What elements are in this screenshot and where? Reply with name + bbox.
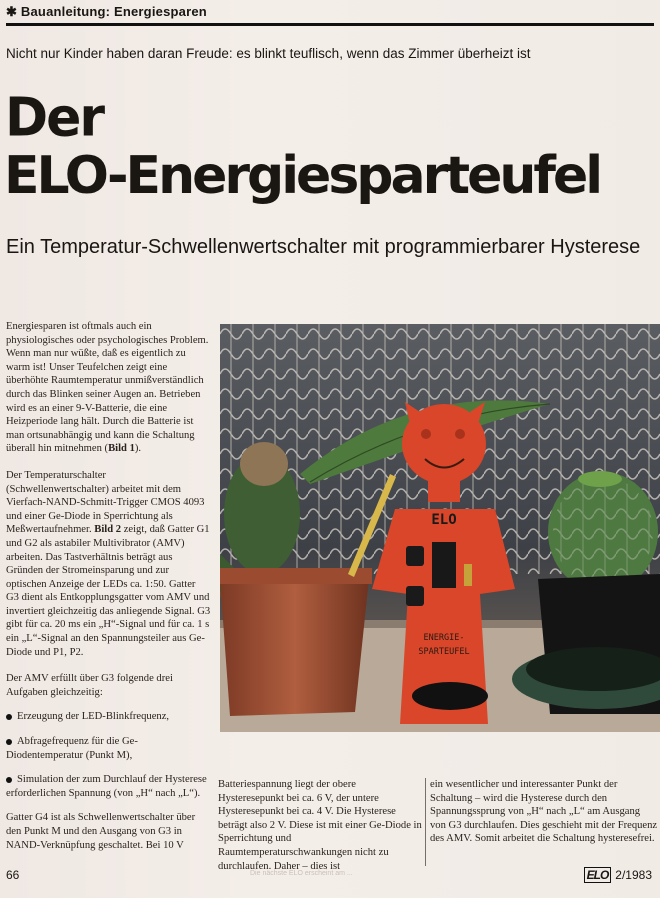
bullet-item: Simulation der zum Durchlauf der Hysterese erforderlichen Spannung (von „H“ nach „L“). bbox=[6, 774, 207, 799]
page-number: 66 bbox=[6, 868, 20, 882]
article-subtitle: Nicht nur Kinder haben daran Freude: es blinkt teuflisch, wenn das Zimmer überheizt ist bbox=[6, 46, 531, 61]
paragraph-intro: Energiesparen ist oftmals auch ein physiologisches oder psychologisches Problem. Wenn man nur wüßte, daß es eigentlich zu warm ist! Unser Teufelchen zeigt eine überhöhte Raumtemperatur unmißverständlich durch das Blinken seiner Augen an. Betrieben wird es an einer 9-V-Batterie, die eine Heizperiode lang hält. Durch die Batterie ist man ortsunabhängig und kann die Schaltung überall hin mitnehmen (Bild 1). bbox=[6, 321, 209, 455]
headline-line-2: ELO-Energiesparteufel bbox=[4, 146, 601, 206]
column-divider bbox=[425, 778, 426, 866]
devil-text-2: SPARTEUFEL bbox=[418, 647, 470, 657]
text-column-3: ein wesentlicher und interessanter Punkt der Schaltung – wird die Hysterese durch den Spannungssprung von „H“ nach „L“ am Ausgang von G3 durchlaufen. Dies geschieht mit der Frequenz des AMV. Somit arbeitet die Schaltung hysteresefrei. bbox=[430, 779, 658, 845]
article-deck: Ein Temperatur-Schwellenwertschalter mit programmierbarer Hysterese bbox=[6, 236, 641, 258]
bullet-icon bbox=[6, 714, 12, 720]
elo-logo: ELO bbox=[584, 867, 612, 883]
header-rule bbox=[6, 23, 654, 26]
figure-reference: Bild 2 bbox=[94, 524, 122, 536]
bullet-item: Abfragefrequenz für die Ge-Diodentemperatur (Punkt M), bbox=[6, 736, 138, 761]
text-column-2: Batteriespannung liegt der obere Hysteresepunkt bei ca. 6 V, der untere Hysteresepunkt bei ca. 4 V. Die Hysterese beträgt also 2 V. Diese ist mit einer Ge-Diode in Sperrichtung und Raumtemperaturschwankungen nicht zu durchlaufen. Daher – dies ist bbox=[218, 779, 422, 872]
issue-number: 2/1983 bbox=[615, 868, 652, 882]
bullet-item: Erzeugung der LED-Blinkfrequenz, bbox=[6, 710, 211, 724]
bullet-icon bbox=[6, 777, 12, 783]
bullet-icon bbox=[6, 739, 12, 745]
footer-faint-text: Die nächste ELO erscheint am ... bbox=[250, 870, 353, 877]
photo-illustration bbox=[220, 324, 660, 732]
issue-info bbox=[584, 868, 652, 882]
headline-line-1: Der bbox=[5, 87, 104, 149]
devil-label: ELO bbox=[431, 512, 457, 528]
text-column-1 bbox=[6, 320, 211, 865]
product-photo bbox=[220, 324, 660, 732]
paragraph-circuit: Der Temperaturschalter (Schwellenwertschalter) arbeitet mit dem Vierfach-NAND-Schmitt-Trigger CMOS 4093 und einer Ge-Diode in Sperrichtung als Meßwertaufnehmer. Bild 2 zeigt, daß Gatter G1 und G2 als astabiler Multivibrator (AMV) arbeiten. Das Tastverhältnis beträgt aus Gründen der Stromeinsparung und zur optischen Anzeige der LEDs ca. 1:50. Gatter G3 dient als Entkopplungsgatter vom AMV und invertiert gleichzeitig das anliegende Signal. G3 gibt für ca. 20 ms ein „H“-Signal und für ca. 1 s ein „L“-Signal an den Spannungsteiler aus Ge-Diode und P1, P2. bbox=[6, 469, 211, 658]
paragraph-tasks: Der AMV erfüllt über G3 folgende drei Aufgaben gleichzeitig: bbox=[6, 673, 173, 698]
figure-reference: Bild 1 bbox=[108, 443, 135, 455]
paragraph-threshold: Gatter G4 ist als Schwellenwertschalter über den Punkt M und den Ausgang von G3 in NAND-Verknüpfung geschaltet. Bei 10 V bbox=[6, 812, 196, 851]
section-kicker: ✱ Bauanleitung: Energiesparen bbox=[6, 4, 207, 19]
devil-text-1: ENERGIE- bbox=[423, 633, 465, 643]
